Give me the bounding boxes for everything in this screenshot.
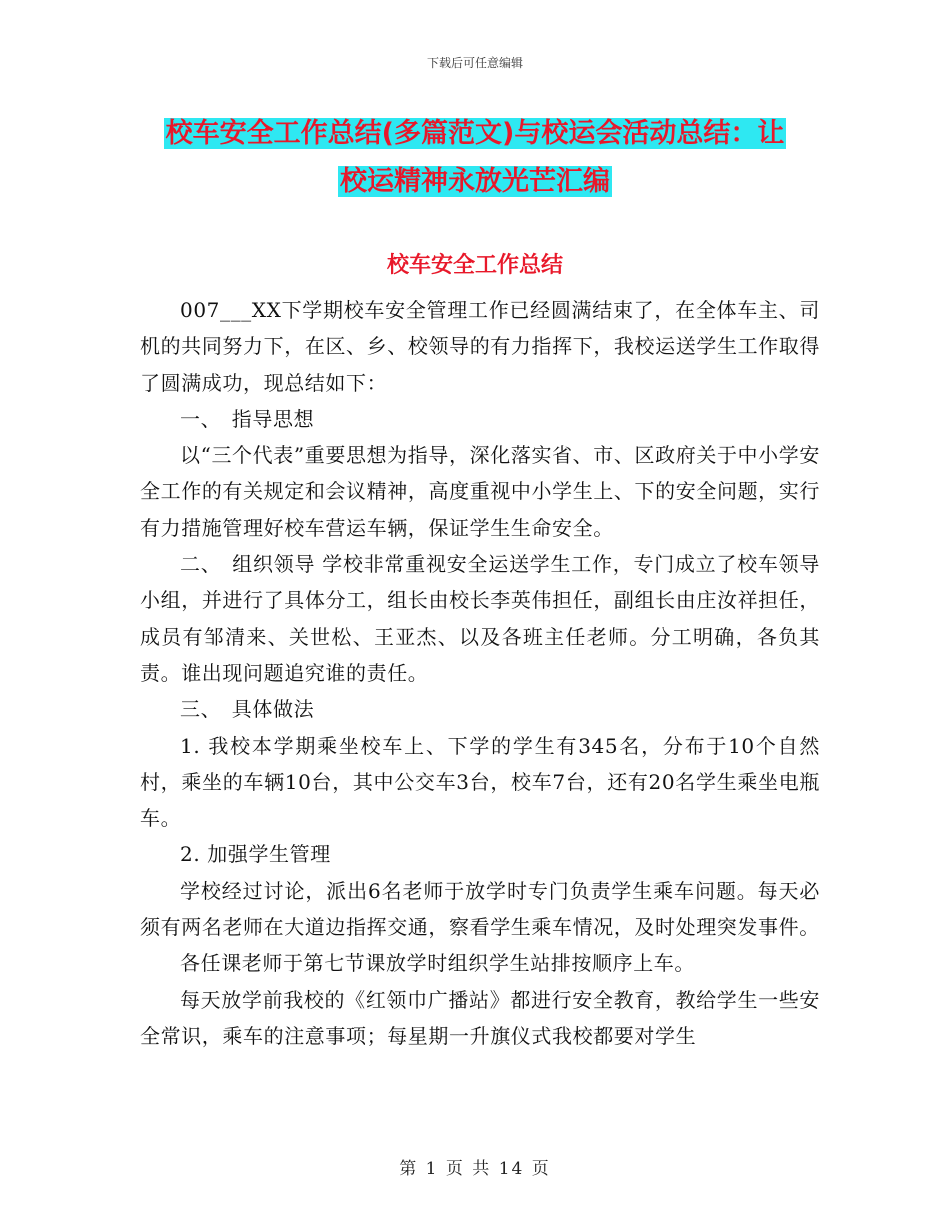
title-line-1: 校车安全工作总结(多篇范文)与校运会活动总结：让 xyxy=(165,118,785,149)
paragraph: 007___XX下学期校车安全管理工作已经圆满结束了，在全体车主、司机的共同努力下，在区、乡、校领导的有力指挥下，我校运送学生工作取得了圆满成功，现总结如下： xyxy=(140,298,820,395)
paragraph: 学校经过讨论，派出6名老师于放学时专门负责学生乘车问题。每天必须有两名老师在大道边指挥交通，察看学生乘车情况，及时处理突发事件。 xyxy=(140,878,820,940)
paragraph: 一、 指导思想 xyxy=(180,406,315,431)
paragraph: 1. 我校本学期乘坐校车上、下学的学生有345名，分布于10个自然村，乘坐的车辆10台，其中公交车3台，校车7台，还有20名学生乘坐电瓶车。 xyxy=(140,733,820,831)
document-body xyxy=(140,292,820,1054)
header-note: 下载后可任意编辑 xyxy=(426,56,523,70)
paragraph: 每天放学前我校的《红领巾广播站》都进行安全教育，教给学生一些安全常识，乘车的注意事项；每星期一升旗仪式我校都要对学生 xyxy=(140,987,820,1048)
title-line-2: 校运精神永放光芒汇编 xyxy=(340,166,610,197)
paragraph: 二、 组织领导 学校非常重视安全运送学生工作，专门成立了校车领导小组，并进行了具体分工，组长由校长李英伟担任，副组长由庄汝祥担任，成员有邹清来、关世松、王亚杰、以及各班主任老师。分工明确，各负其责。谁出现问题追究谁的责任。 xyxy=(140,552,820,685)
paragraph: 2. 加强学生管理 xyxy=(180,842,331,867)
paragraph: 各任课老师于第七节课放学时组织学生站排按顺序上车。 xyxy=(180,951,695,976)
paragraph: 三、 具体做法 xyxy=(180,697,315,722)
document-title xyxy=(60,110,890,206)
paragraph: 以“三个代表”重要思想为指导，深化落实省、市、区政府关于中小学安全工作的有关规定和会议精神，高度重视中小学生上、下的安全问题，实行有力措施管理好校车营运车辆，保证学生生命安全。 xyxy=(140,443,820,540)
section-title: 校车安全工作总结 xyxy=(386,253,563,278)
page-footer: 第 1 页 共 14 页 xyxy=(399,1159,551,1179)
